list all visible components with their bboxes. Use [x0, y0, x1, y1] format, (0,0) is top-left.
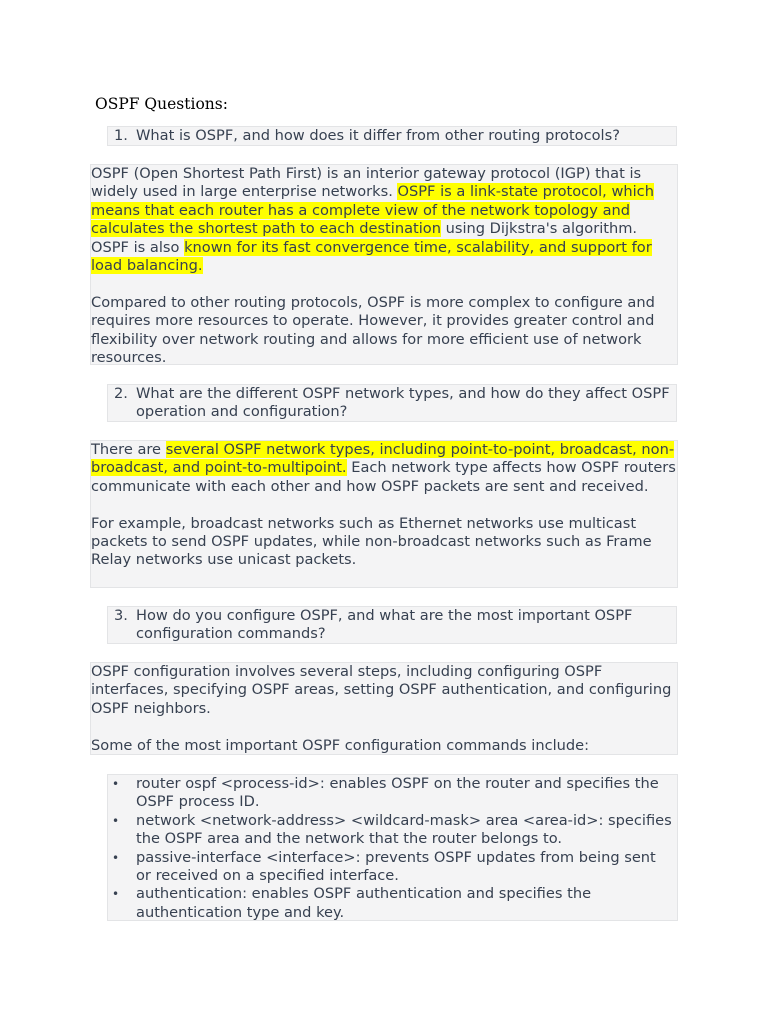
answer-paragraph: Some of the most important OSPF configuration commands include: [91, 736, 590, 754]
answer-paragraph: For example, broadcast networks such as Ethernet networks use multicast packets to send OSPF updates, while non-broadcast networks such as Frame Relay networks use unicast packets. [91, 514, 652, 569]
answer-1 [90, 164, 678, 365]
list-item: • passive-interface <interface>: prevents OSPF updates from being sent or received on a specified interface. [108, 849, 677, 886]
question-3 [107, 606, 677, 644]
highlighted-text: OSPF is a link-state protocol, which means that each router has a complete view of the network topology and calculates the shortest path to each destination [91, 183, 654, 238]
question-number: 3. [114, 607, 128, 624]
question-number: 2. [114, 385, 128, 402]
answer-text: There are [91, 441, 166, 458]
answer-3 [90, 662, 678, 755]
question-text: How do you configure OSPF, and what are the most important OSPF configuration commands? [136, 607, 633, 643]
question-2 [107, 384, 677, 422]
answer-2 [90, 440, 678, 588]
answer-text: using Dijkstra's algorithm. OSPF is also [91, 220, 638, 256]
highlighted-text: several OSPF network types, including point-to-point, broadcast, non-broadcast, and point-to-multipoint. [91, 441, 675, 477]
answer-text: OSPF (Open Shortest Path First) is an interior gateway protocol (IGP) that is widely used in large enterprise networks. [91, 165, 642, 201]
answer-paragraph [91, 165, 677, 275]
list-item: • authentication: enables OSPF authentication and specifies the authentication type and key. [108, 885, 677, 922]
answer-paragraph [91, 441, 677, 496]
question-text: What are the different OSPF network types, and how do they affect OSPF operation and configuration? [136, 385, 670, 421]
question-number: 1. [114, 127, 128, 144]
list-item: • router ospf <process-id>: enables OSPF on the router and specifies the OSPF process ID. [108, 775, 677, 812]
question-text: What is OSPF, and how does it differ from other routing protocols? [136, 127, 620, 144]
answer-paragraph: Compared to other routing protocols, OSPF is more complex to configure and requires more resources to operate. However, it provides greater control and flexibility over network routing and allows for more efficient use of network resources. [91, 293, 655, 367]
highlighted-text: known for its fast convergence time, scalability, and support for load balancing. [91, 238, 652, 275]
answer-text: Each network type affects how OSPF routers communicate with each other and how OSPF packets are sent and received. [91, 459, 676, 495]
commands-list [107, 774, 678, 921]
page-title: OSPF Questions: [95, 95, 228, 113]
question-1 [107, 126, 677, 146]
answer-paragraph: OSPF configuration involves several steps, including configuring OSPF interfaces, specifying OSPF areas, setting OSPF authentication, and configuring OSPF neighbors. [91, 663, 672, 717]
list-item: • network <network-address> <wildcard-mask> area <area-id>: specifies the OSPF area and the network that the router belongs to. [108, 812, 677, 849]
